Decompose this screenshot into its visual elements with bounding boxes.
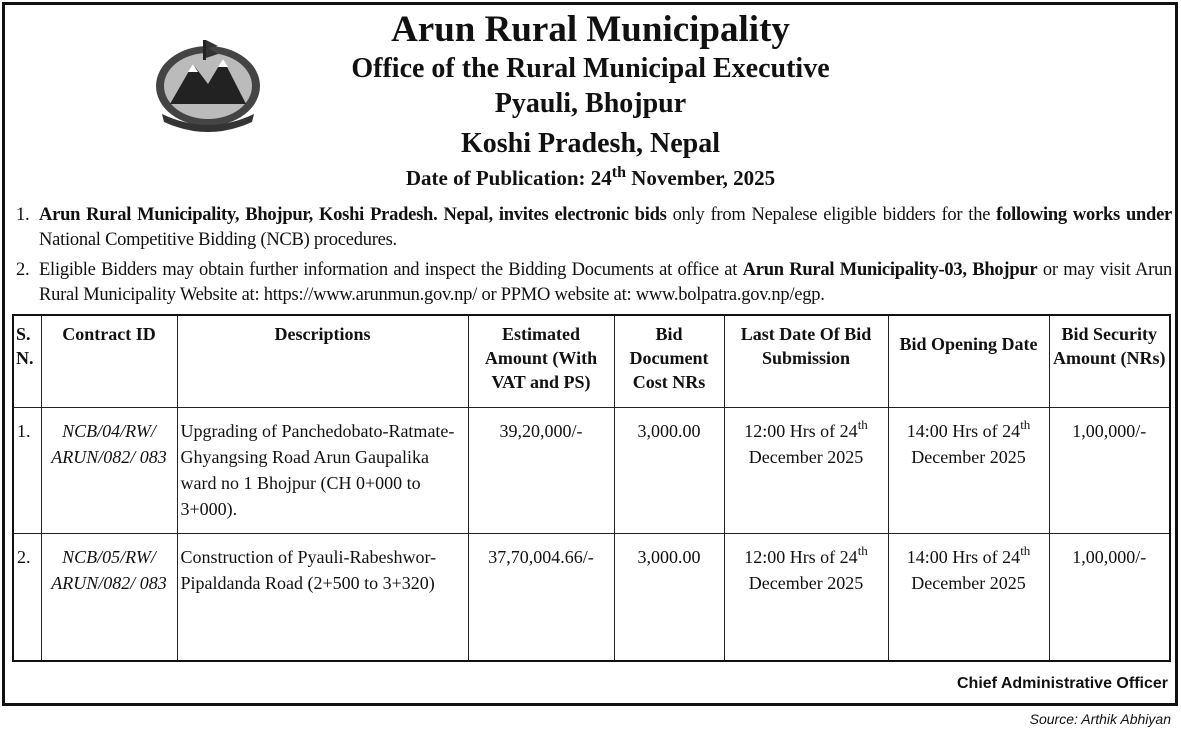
bold-text: following works under bbox=[996, 205, 1173, 225]
time: 12:00 Hrs of 24 bbox=[744, 546, 858, 567]
table-row bbox=[13, 533, 1170, 661]
text: or may visit Arun Rural Municipality Website at: https://www.arunmun.gov.np/ or PPMO website at: www.bolpatra.gov.np/egp. bbox=[39, 260, 1172, 305]
signatory: Chief Administrative Officer bbox=[956, 675, 1168, 692]
header-contract-id: Contract ID bbox=[41, 315, 177, 407]
time: 12:00 Hrs of 24 bbox=[744, 420, 858, 441]
bids-table bbox=[12, 314, 1171, 662]
cell-amount: 37,70,004.66/- bbox=[468, 533, 614, 661]
office-name: Office of the Rural Municipal Executive bbox=[351, 53, 830, 84]
text: only from Nepalese eligible bidders for the bbox=[666, 205, 997, 225]
cell-doc-cost: 3,000.00 bbox=[614, 407, 724, 533]
paragraph-number: 2. bbox=[16, 260, 30, 280]
header-estimated-amount: Estimated Amount (With VAT and PS) bbox=[468, 315, 614, 407]
location: Pyauli, Bhojpur bbox=[494, 88, 687, 119]
bold-text: Arun Rural Municipality-03, Bhojpur bbox=[742, 260, 1038, 280]
cell-security: 1,00,000/- bbox=[1049, 533, 1170, 661]
cell-contract-id: NCB/04/RW/ ARUN/082/ 083 bbox=[41, 407, 177, 533]
header-doc-cost: Bid Document Cost NRs bbox=[614, 315, 724, 407]
publication-date bbox=[0, 166, 1181, 191]
cell-amount: 39,20,000/- bbox=[468, 407, 614, 533]
header-opening-date: Bid Opening Date bbox=[888, 315, 1049, 407]
header-descriptions: Descriptions bbox=[177, 315, 468, 407]
time: 14:00 Hrs of 24 bbox=[906, 546, 1021, 567]
date: December 2025 bbox=[748, 572, 864, 593]
paragraph-number: 1. bbox=[16, 205, 30, 225]
cell-submission bbox=[724, 533, 888, 661]
date: December 2025 bbox=[911, 572, 1026, 593]
sup: th bbox=[1020, 542, 1031, 558]
cell-contract-id: NCB/05/RW/ ARUN/082/ 083 bbox=[41, 533, 177, 661]
date: December 2025 bbox=[748, 446, 864, 467]
cell-sn: 1. bbox=[13, 407, 41, 533]
time: 14:00 Hrs of 24 bbox=[906, 420, 1021, 441]
cell-description: Construction of Pyauli-Rabeshwor- Pipaldanda Road (2+500 to 3+320) bbox=[177, 533, 468, 661]
bold-text: Arun Rural Municipality, Bhojpur, Koshi Pradesh. Nepal, invites electronic bids bbox=[39, 205, 667, 225]
table-row bbox=[13, 407, 1170, 533]
table-header-row bbox=[13, 315, 1170, 407]
title: Arun Rural Municipality bbox=[391, 9, 790, 50]
header-security: Bid Security Amount (NRs) bbox=[1049, 315, 1170, 407]
sup: th bbox=[857, 416, 868, 432]
header-last-date: Last Date Of Bid Submission bbox=[724, 315, 888, 407]
cell-opening bbox=[888, 407, 1049, 533]
date-sup: th bbox=[611, 164, 626, 181]
date-suffix: November, 2025 bbox=[626, 166, 776, 190]
text: National Competitive Bidding (NCB) procedures. bbox=[39, 230, 397, 250]
header-sn: S. N. bbox=[13, 315, 41, 407]
cell-sn: 2. bbox=[13, 533, 41, 661]
date: December 2025 bbox=[911, 446, 1026, 467]
paragraph-1 bbox=[16, 203, 1172, 253]
sup: th bbox=[1020, 416, 1031, 432]
cell-security: 1,00,000/- bbox=[1049, 407, 1170, 533]
text: Eligible Bidders may obtain further information and inspect the Bidding Documents at office at bbox=[39, 260, 743, 280]
source-credit: Source: Arthik Abhiyan bbox=[1029, 711, 1171, 727]
date-prefix: Date of Publication: 24 bbox=[405, 166, 612, 190]
cell-submission bbox=[724, 407, 888, 533]
sup: th bbox=[857, 542, 868, 558]
cell-opening bbox=[888, 533, 1049, 661]
paragraph-2 bbox=[16, 258, 1172, 308]
cell-description: Upgrading of Panchedobato-Ratmate-Ghyangsing Road Arun Gaupalika ward no 1 Bhojpur (CH 0+000 to 3+000). bbox=[177, 407, 468, 533]
province: Koshi Pradesh, Nepal bbox=[460, 128, 721, 159]
cell-doc-cost: 3,000.00 bbox=[614, 533, 724, 661]
